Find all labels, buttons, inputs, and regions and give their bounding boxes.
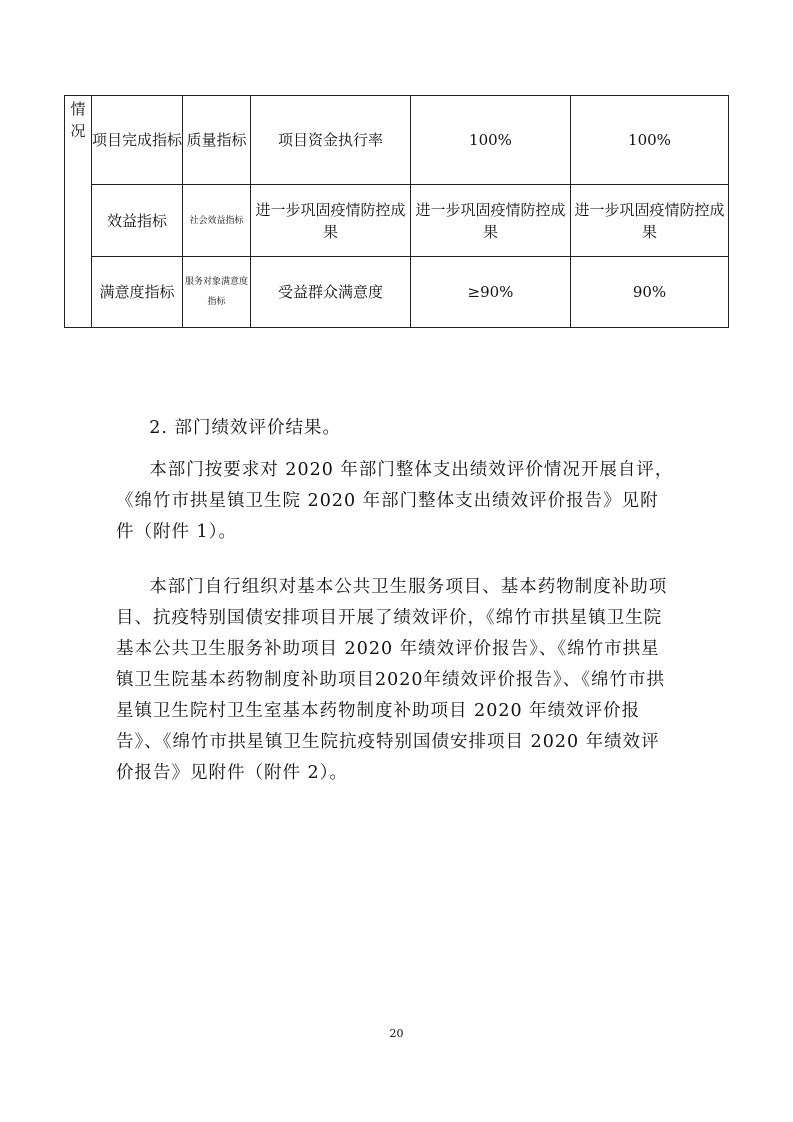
cell-r1-c1: 项目完成指标 — [92, 96, 183, 185]
cell-r2-c4: 进一步巩固疫情防控成果 — [411, 185, 571, 257]
cell-r1-c4: 100% — [411, 96, 571, 185]
paragraph-1: 本部门按要求对 2020 年部门整体支出绩效评价情况开展自评，《绵竹市拱星镇卫生院 2020 年部门整体支出绩效评价报告》见附件（附件 1）。 — [116, 460, 674, 542]
cell-r2-c5: 进一步巩固疫情防控成果 — [571, 185, 729, 257]
page-number: 20 — [389, 1027, 404, 1040]
cell-r3-c3: 受益群众满意度 — [251, 257, 411, 328]
cell-r2-c1: 效益指标 — [92, 185, 183, 257]
side-label: 情况 — [65, 96, 92, 328]
cell-r1-c3: 项目资金执行率 — [251, 96, 411, 185]
performance-table — [64, 95, 729, 328]
cell-r3-c5: 90% — [571, 257, 729, 328]
cell-r1-c2: 质量指标 — [183, 96, 251, 185]
cell-r3-c4: ≥90% — [411, 257, 571, 328]
cell-r1-c5: 100% — [571, 96, 729, 185]
paragraph-2: 本部门自行组织对基本公共卫生服务项目、基本药物制度补助项目、抗疫特别国债安排项目开展了绩效评价，《绵竹市拱星镇卫生院基本公共卫生服务补助项目 2020 年绩效评价报告》、《绵竹市拱星镇卫生院基本药物制度补助项目2020年绩效评价报告》、《绵竹市拱星镇卫生院村卫生室基本药物制度补助项目 2020 年绩效评价报告》、《绵竹市拱星镇卫生院抗疫特别国债安排项目 2020 年绩效评价报告》见附件（附件 2）。 — [116, 577, 668, 783]
cell-r2-c2: 社会效益指标 — [183, 185, 251, 257]
cell-r3-c2: 服务对象满意度指标 — [183, 257, 251, 328]
section-heading: 2. 部门绩效评价结果。 — [149, 418, 342, 438]
cell-r3-c1: 满意度指标 — [92, 257, 183, 328]
cell-r2-c3: 进一步巩固疫情防控成果 — [251, 185, 411, 257]
